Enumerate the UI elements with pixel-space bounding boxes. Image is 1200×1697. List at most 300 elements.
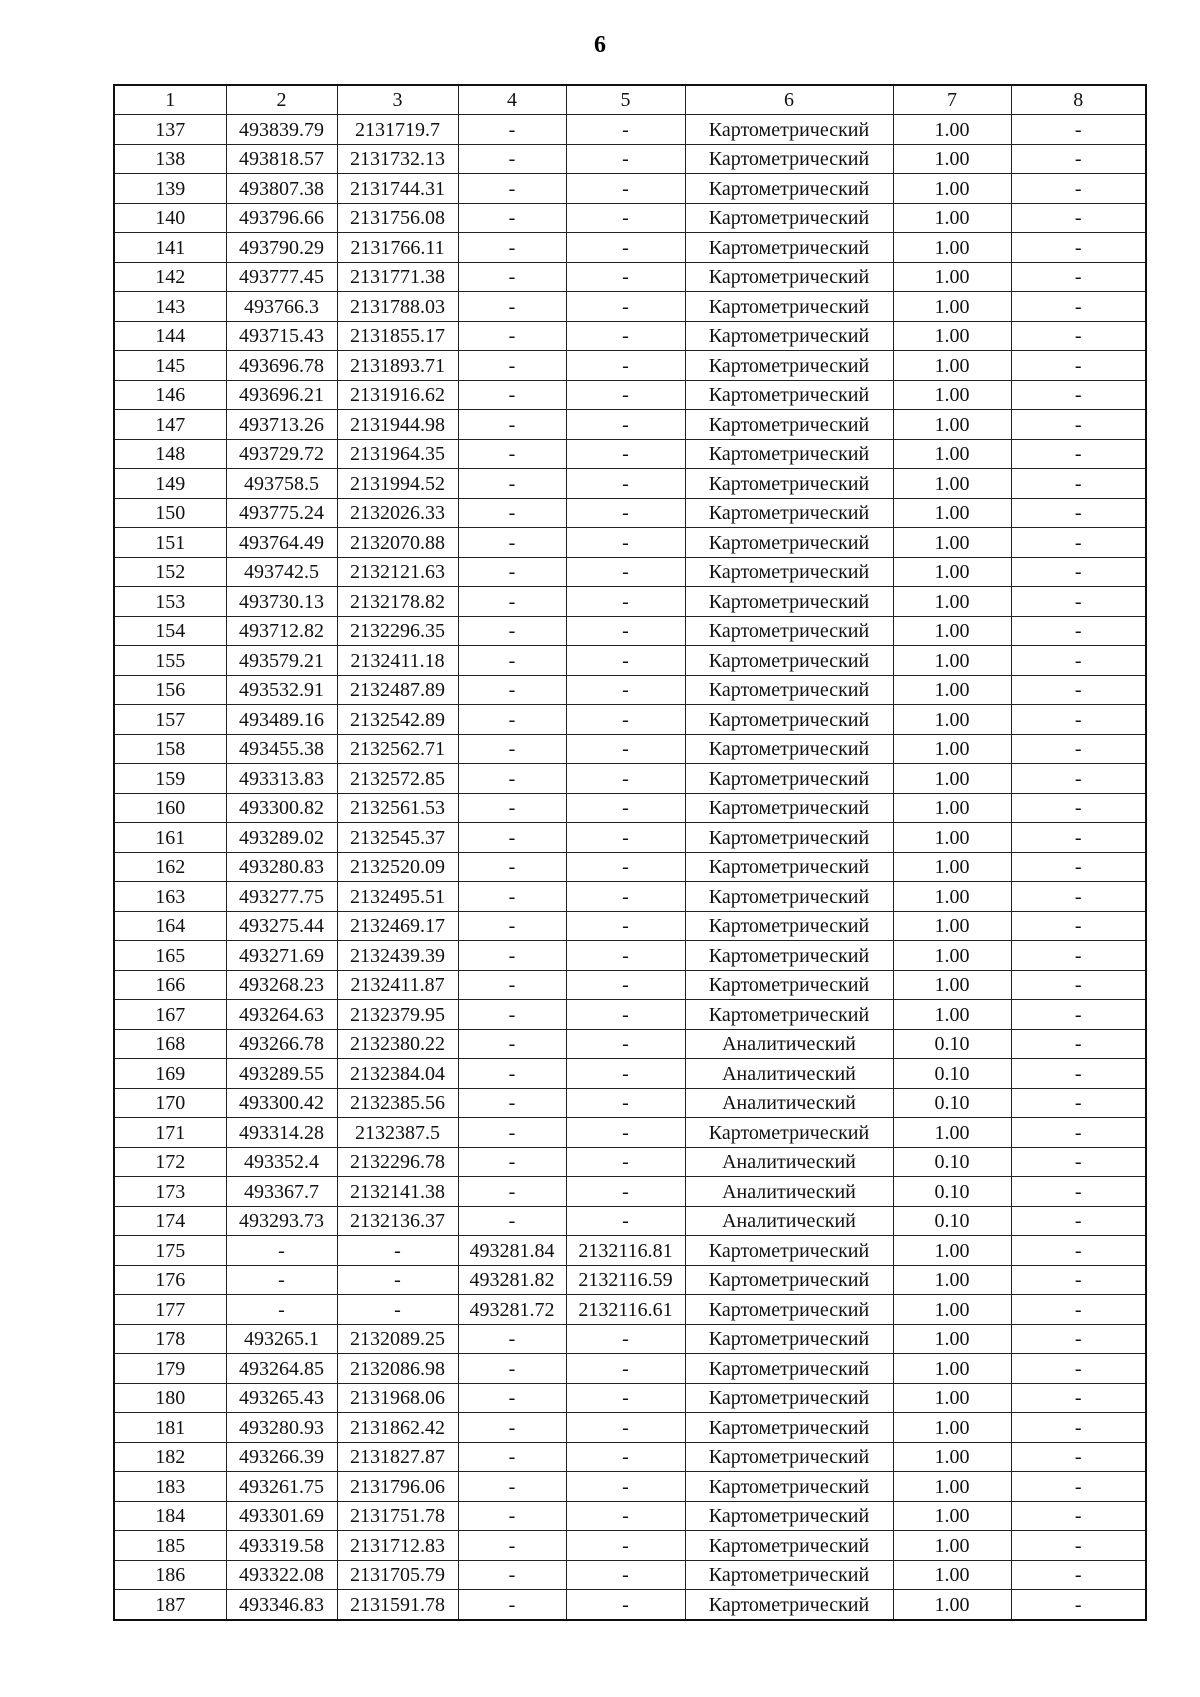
- table-cell: -: [566, 1118, 685, 1148]
- table-cell: 2132520.09: [337, 852, 458, 882]
- table-cell: -: [566, 911, 685, 941]
- table-cell: -: [1011, 144, 1146, 174]
- table-cell: 171: [114, 1118, 226, 1148]
- table-cell: 0.10: [893, 1206, 1011, 1236]
- table-cell: 1.00: [893, 646, 1011, 676]
- table-cell: -: [1011, 1354, 1146, 1384]
- table-cell: 1.00: [893, 115, 1011, 145]
- table-cell: 151: [114, 528, 226, 558]
- page-number: 6: [594, 32, 606, 58]
- table-cell: Картометрический: [685, 1324, 893, 1354]
- table-cell: -: [458, 1590, 566, 1620]
- table-cell: -: [1011, 882, 1146, 912]
- table-cell: 493289.02: [226, 823, 337, 853]
- table-cell: -: [1011, 1383, 1146, 1413]
- table-cell: Картометрический: [685, 1118, 893, 1148]
- table-cell: -: [1011, 380, 1146, 410]
- table-cell: Картометрический: [685, 115, 893, 145]
- table-row: [114, 1088, 1146, 1118]
- table-cell: -: [1011, 1472, 1146, 1502]
- table-cell: -: [458, 1472, 566, 1502]
- table-cell: 147: [114, 410, 226, 440]
- table-cell: Картометрический: [685, 174, 893, 204]
- table-cell: 173: [114, 1177, 226, 1207]
- table-cell: -: [458, 351, 566, 381]
- table-cell: 493764.49: [226, 528, 337, 558]
- table-row: [114, 793, 1146, 823]
- table-cell: 170: [114, 1088, 226, 1118]
- table-row: [114, 1590, 1146, 1620]
- table-cell: -: [566, 1531, 685, 1561]
- table-cell: 2132296.78: [337, 1147, 458, 1177]
- table-cell: 149: [114, 469, 226, 499]
- table-cell: 493367.7: [226, 1177, 337, 1207]
- table-cell: -: [458, 439, 566, 469]
- table-row: [114, 1501, 1146, 1531]
- table-cell: 493264.85: [226, 1354, 337, 1384]
- table-cell: 493713.26: [226, 410, 337, 440]
- table-cell: 2132384.04: [337, 1059, 458, 1089]
- table-cell: -: [337, 1236, 458, 1266]
- table-row: [114, 1059, 1146, 1089]
- table-cell: 2131944.98: [337, 410, 458, 440]
- table-cell: -: [566, 1442, 685, 1472]
- table-cell: 143: [114, 292, 226, 322]
- table-cell: 493280.93: [226, 1413, 337, 1443]
- table-cell: -: [566, 1413, 685, 1443]
- table-cell: 141: [114, 233, 226, 263]
- table-cell: 493271.69: [226, 941, 337, 971]
- table-cell: 2131893.71: [337, 351, 458, 381]
- table-cell: 2132487.89: [337, 675, 458, 705]
- table-cell: -: [566, 587, 685, 617]
- table-cell: 493268.23: [226, 970, 337, 1000]
- table-cell: 2132562.71: [337, 734, 458, 764]
- table-cell: 493807.38: [226, 174, 337, 204]
- table-cell: 175: [114, 1236, 226, 1266]
- table-cell: -: [1011, 233, 1146, 263]
- table-cell: Аналитический: [685, 1177, 893, 1207]
- table-cell: Картометрический: [685, 1236, 893, 1266]
- table-cell: Картометрический: [685, 1383, 893, 1413]
- table-cell: -: [458, 911, 566, 941]
- table-cell: 493313.83: [226, 764, 337, 794]
- table-cell: -: [566, 823, 685, 853]
- table-cell: Аналитический: [685, 1059, 893, 1089]
- table-cell: 1.00: [893, 469, 1011, 499]
- table-cell: Картометрический: [685, 1354, 893, 1384]
- table-row: [114, 321, 1146, 351]
- table-cell: -: [566, 115, 685, 145]
- table-cell: -: [458, 793, 566, 823]
- table-cell: -: [1011, 469, 1146, 499]
- table-cell: -: [458, 262, 566, 292]
- table-cell: -: [1011, 941, 1146, 971]
- table-cell: 493742.5: [226, 557, 337, 587]
- table-cell: 493730.13: [226, 587, 337, 617]
- table-cell: 493265.43: [226, 1383, 337, 1413]
- table-cell: -: [1011, 675, 1146, 705]
- table-cell: Картометрический: [685, 675, 893, 705]
- table-cell: -: [1011, 439, 1146, 469]
- table-cell: Картометрический: [685, 439, 893, 469]
- table-cell: Картометрический: [685, 351, 893, 381]
- table-cell: 2131916.62: [337, 380, 458, 410]
- table-cell: 154: [114, 616, 226, 646]
- table-cell: -: [566, 557, 685, 587]
- table-cell: 2132380.22: [337, 1029, 458, 1059]
- table-row: [114, 1029, 1146, 1059]
- header-cell: 4: [458, 85, 566, 115]
- table-cell: -: [1011, 1442, 1146, 1472]
- table-cell: Картометрический: [685, 941, 893, 971]
- table-cell: -: [566, 970, 685, 1000]
- table-cell: -: [566, 705, 685, 735]
- table-cell: 2132542.89: [337, 705, 458, 735]
- table-cell: 1.00: [893, 528, 1011, 558]
- table-cell: 2131705.79: [337, 1560, 458, 1590]
- table-cell: Картометрический: [685, 557, 893, 587]
- table-cell: 157: [114, 705, 226, 735]
- table-cell: -: [566, 1354, 685, 1384]
- table-cell: 1.00: [893, 203, 1011, 233]
- header-cell: 2: [226, 85, 337, 115]
- table-cell: Картометрический: [685, 587, 893, 617]
- table-cell: -: [458, 233, 566, 263]
- table-cell: -: [458, 705, 566, 735]
- table-cell: -: [566, 439, 685, 469]
- table-cell: Картометрический: [685, 1590, 893, 1620]
- table-cell: -: [566, 1147, 685, 1177]
- table-cell: -: [1011, 321, 1146, 351]
- table-row: [114, 1531, 1146, 1561]
- table-cell: -: [566, 292, 685, 322]
- table-cell: 2132561.53: [337, 793, 458, 823]
- table-cell: -: [1011, 410, 1146, 440]
- table-cell: 0.10: [893, 1177, 1011, 1207]
- table-row: [114, 380, 1146, 410]
- table-cell: 2132116.81: [566, 1236, 685, 1266]
- table-cell: -: [566, 144, 685, 174]
- table-cell: 153: [114, 587, 226, 617]
- table-cell: -: [1011, 115, 1146, 145]
- table-cell: 0.10: [893, 1147, 1011, 1177]
- table-cell: Картометрический: [685, 1531, 893, 1561]
- table-cell: 1.00: [893, 852, 1011, 882]
- table-cell: 167: [114, 1000, 226, 1030]
- table-cell: -: [458, 1118, 566, 1148]
- table-cell: -: [458, 1088, 566, 1118]
- table-cell: -: [458, 1501, 566, 1531]
- table-row: [114, 557, 1146, 587]
- table-row: [114, 144, 1146, 174]
- table-cell: -: [458, 1000, 566, 1030]
- table-cell: -: [1011, 262, 1146, 292]
- table-cell: 163: [114, 882, 226, 912]
- table-cell: -: [566, 1560, 685, 1590]
- table-cell: 2132387.5: [337, 1118, 458, 1148]
- table-cell: -: [1011, 970, 1146, 1000]
- table-row: [114, 1236, 1146, 1266]
- table-cell: 493280.83: [226, 852, 337, 882]
- table-cell: -: [566, 528, 685, 558]
- table-cell: 2131788.03: [337, 292, 458, 322]
- table-cell: 493766.3: [226, 292, 337, 322]
- table-cell: -: [458, 203, 566, 233]
- table-cell: 2132379.95: [337, 1000, 458, 1030]
- table-cell: -: [226, 1295, 337, 1325]
- table-cell: Картометрический: [685, 1000, 893, 1030]
- table-header: [114, 85, 1146, 115]
- table-cell: 2132439.39: [337, 941, 458, 971]
- table-cell: 160: [114, 793, 226, 823]
- table-cell: Картометрический: [685, 1265, 893, 1295]
- table-cell: Картометрический: [685, 1295, 893, 1325]
- table-cell: 2131712.83: [337, 1531, 458, 1561]
- table-cell: Картометрический: [685, 1501, 893, 1531]
- header-cell: 5: [566, 85, 685, 115]
- table-cell: 1.00: [893, 321, 1011, 351]
- table-cell: -: [1011, 1236, 1146, 1266]
- table-row: [114, 1442, 1146, 1472]
- table-cell: 493289.55: [226, 1059, 337, 1089]
- table-row: [114, 351, 1146, 381]
- table-cell: 152: [114, 557, 226, 587]
- table-cell: 1.00: [893, 587, 1011, 617]
- table-cell: 2132116.59: [566, 1265, 685, 1295]
- table-cell: -: [458, 1531, 566, 1561]
- table-cell: -: [1011, 203, 1146, 233]
- table-cell: -: [566, 351, 685, 381]
- table-cell: 1.00: [893, 1442, 1011, 1472]
- table-cell: 140: [114, 203, 226, 233]
- table-cell: -: [458, 174, 566, 204]
- table-cell: -: [458, 321, 566, 351]
- table-cell: -: [566, 262, 685, 292]
- table-cell: -: [1011, 351, 1146, 381]
- table-row: [114, 911, 1146, 941]
- table-cell: 183: [114, 1472, 226, 1502]
- table-cell: Картометрический: [685, 764, 893, 794]
- table-cell: 1.00: [893, 1413, 1011, 1443]
- table-cell: 493319.58: [226, 1531, 337, 1561]
- table-cell: 2132086.98: [337, 1354, 458, 1384]
- table-cell: 1.00: [893, 764, 1011, 794]
- table-cell: 2131771.38: [337, 262, 458, 292]
- table-cell: 169: [114, 1059, 226, 1089]
- table-cell: -: [458, 1147, 566, 1177]
- table-cell: -: [566, 1324, 685, 1354]
- table-cell: 2131591.78: [337, 1590, 458, 1620]
- table-cell: -: [458, 941, 566, 971]
- table-cell: Картометрический: [685, 262, 893, 292]
- table-cell: 493277.75: [226, 882, 337, 912]
- table-cell: -: [1011, 1118, 1146, 1148]
- table-cell: Картометрический: [685, 380, 893, 410]
- table-cell: -: [458, 1560, 566, 1590]
- table-cell: 2132572.85: [337, 764, 458, 794]
- table-cell: -: [566, 1206, 685, 1236]
- table-cell: -: [1011, 1324, 1146, 1354]
- table-cell: 2132116.61: [566, 1295, 685, 1325]
- table-cell: 1.00: [893, 1265, 1011, 1295]
- table-cell: -: [566, 1029, 685, 1059]
- header-row: [114, 85, 1146, 115]
- table-cell: Картометрический: [685, 1560, 893, 1590]
- table-cell: 493301.69: [226, 1501, 337, 1531]
- table-cell: 493712.82: [226, 616, 337, 646]
- table-row: [114, 587, 1146, 617]
- table-cell: 1.00: [893, 498, 1011, 528]
- table-row: [114, 1472, 1146, 1502]
- table-cell: -: [1011, 1088, 1146, 1118]
- table-cell: -: [1011, 764, 1146, 794]
- table-cell: Картометрический: [685, 646, 893, 676]
- table-cell: -: [1011, 174, 1146, 204]
- table-cell: 1.00: [893, 793, 1011, 823]
- table-cell: 139: [114, 174, 226, 204]
- table-cell: 2131855.17: [337, 321, 458, 351]
- table-cell: Картометрический: [685, 1472, 893, 1502]
- table-cell: 493352.4: [226, 1147, 337, 1177]
- table-cell: 493777.45: [226, 262, 337, 292]
- table-cell: 161: [114, 823, 226, 853]
- table-cell: 0.10: [893, 1088, 1011, 1118]
- table-cell: -: [566, 1501, 685, 1531]
- table-cell: -: [458, 380, 566, 410]
- table-cell: Картометрический: [685, 882, 893, 912]
- table-cell: -: [566, 941, 685, 971]
- table-cell: Аналитический: [685, 1206, 893, 1236]
- table-row: [114, 528, 1146, 558]
- table-cell: -: [1011, 734, 1146, 764]
- table-cell: 177: [114, 1295, 226, 1325]
- table-cell: 187: [114, 1590, 226, 1620]
- table-row: [114, 439, 1146, 469]
- table-cell: 1.00: [893, 941, 1011, 971]
- table-cell: 1.00: [893, 734, 1011, 764]
- table-cell: 2132495.51: [337, 882, 458, 912]
- table-cell: -: [337, 1265, 458, 1295]
- table-cell: Картометрический: [685, 734, 893, 764]
- table-cell: 158: [114, 734, 226, 764]
- table-cell: -: [1011, 1000, 1146, 1030]
- table-cell: 2131756.08: [337, 203, 458, 233]
- table-cell: -: [458, 144, 566, 174]
- table-row: [114, 1265, 1146, 1295]
- table-cell: 144: [114, 321, 226, 351]
- table-cell: -: [566, 321, 685, 351]
- table-cell: -: [458, 1442, 566, 1472]
- table-cell: Картометрический: [685, 233, 893, 263]
- table-cell: -: [1011, 1177, 1146, 1207]
- table-cell: 2132136.37: [337, 1206, 458, 1236]
- table-cell: -: [458, 675, 566, 705]
- table-cell: 2131862.42: [337, 1413, 458, 1443]
- table-cell: 493455.38: [226, 734, 337, 764]
- table-cell: 493264.63: [226, 1000, 337, 1030]
- table-cell: 493266.78: [226, 1029, 337, 1059]
- table-cell: 493758.5: [226, 469, 337, 499]
- table-cell: 493715.43: [226, 321, 337, 351]
- table-cell: Картометрический: [685, 852, 893, 882]
- table-cell: 184: [114, 1501, 226, 1531]
- table-row: [114, 174, 1146, 204]
- table-cell: -: [566, 616, 685, 646]
- table-cell: 493281.72: [458, 1295, 566, 1325]
- table-cell: -: [458, 410, 566, 440]
- table-cell: 1.00: [893, 1501, 1011, 1531]
- table-row: [114, 1560, 1146, 1590]
- table-cell: 1.00: [893, 557, 1011, 587]
- table-row: [114, 1383, 1146, 1413]
- table-row: [114, 616, 1146, 646]
- table-row: [114, 1206, 1146, 1236]
- table-cell: -: [1011, 1206, 1146, 1236]
- table-cell: 1.00: [893, 882, 1011, 912]
- table-cell: 179: [114, 1354, 226, 1384]
- table-cell: -: [566, 1088, 685, 1118]
- table-cell: -: [458, 292, 566, 322]
- table-cell: 2132385.56: [337, 1088, 458, 1118]
- table-cell: 493346.83: [226, 1590, 337, 1620]
- table-cell: 1.00: [893, 262, 1011, 292]
- table-cell: -: [566, 793, 685, 823]
- table-cell: 493579.21: [226, 646, 337, 676]
- table-cell: Картометрический: [685, 203, 893, 233]
- table-row: [114, 734, 1146, 764]
- table-cell: 2131827.87: [337, 1442, 458, 1472]
- table-cell: -: [1011, 1590, 1146, 1620]
- table-cell: 1.00: [893, 823, 1011, 853]
- table-cell: -: [337, 1295, 458, 1325]
- table-cell: -: [458, 1029, 566, 1059]
- table-cell: 0.10: [893, 1029, 1011, 1059]
- table-cell: -: [226, 1236, 337, 1266]
- table-cell: Аналитический: [685, 1147, 893, 1177]
- table-cell: -: [1011, 1531, 1146, 1561]
- table-cell: 2132411.87: [337, 970, 458, 1000]
- table-cell: 1.00: [893, 174, 1011, 204]
- table-cell: -: [566, 203, 685, 233]
- table-cell: -: [1011, 528, 1146, 558]
- header-cell: 1: [114, 85, 226, 115]
- table-row: [114, 115, 1146, 145]
- table-cell: -: [458, 764, 566, 794]
- table-cell: -: [458, 1354, 566, 1384]
- table-cell: 156: [114, 675, 226, 705]
- table-cell: 145: [114, 351, 226, 381]
- table-cell: 186: [114, 1560, 226, 1590]
- table-cell: 148: [114, 439, 226, 469]
- table-cell: 493322.08: [226, 1560, 337, 1590]
- table-cell: -: [566, 734, 685, 764]
- table-cell: 1.00: [893, 292, 1011, 322]
- table-cell: 493314.28: [226, 1118, 337, 1148]
- table-cell: -: [566, 233, 685, 263]
- table-cell: -: [458, 115, 566, 145]
- table-cell: -: [458, 646, 566, 676]
- table-cell: 172: [114, 1147, 226, 1177]
- table-cell: 493300.42: [226, 1088, 337, 1118]
- table-cell: 493261.75: [226, 1472, 337, 1502]
- table-cell: -: [1011, 911, 1146, 941]
- table-cell: 2132545.37: [337, 823, 458, 853]
- table-cell: 493790.29: [226, 233, 337, 263]
- table-cell: 1.00: [893, 1324, 1011, 1354]
- table-cell: 1.00: [893, 1590, 1011, 1620]
- table-cell: -: [458, 734, 566, 764]
